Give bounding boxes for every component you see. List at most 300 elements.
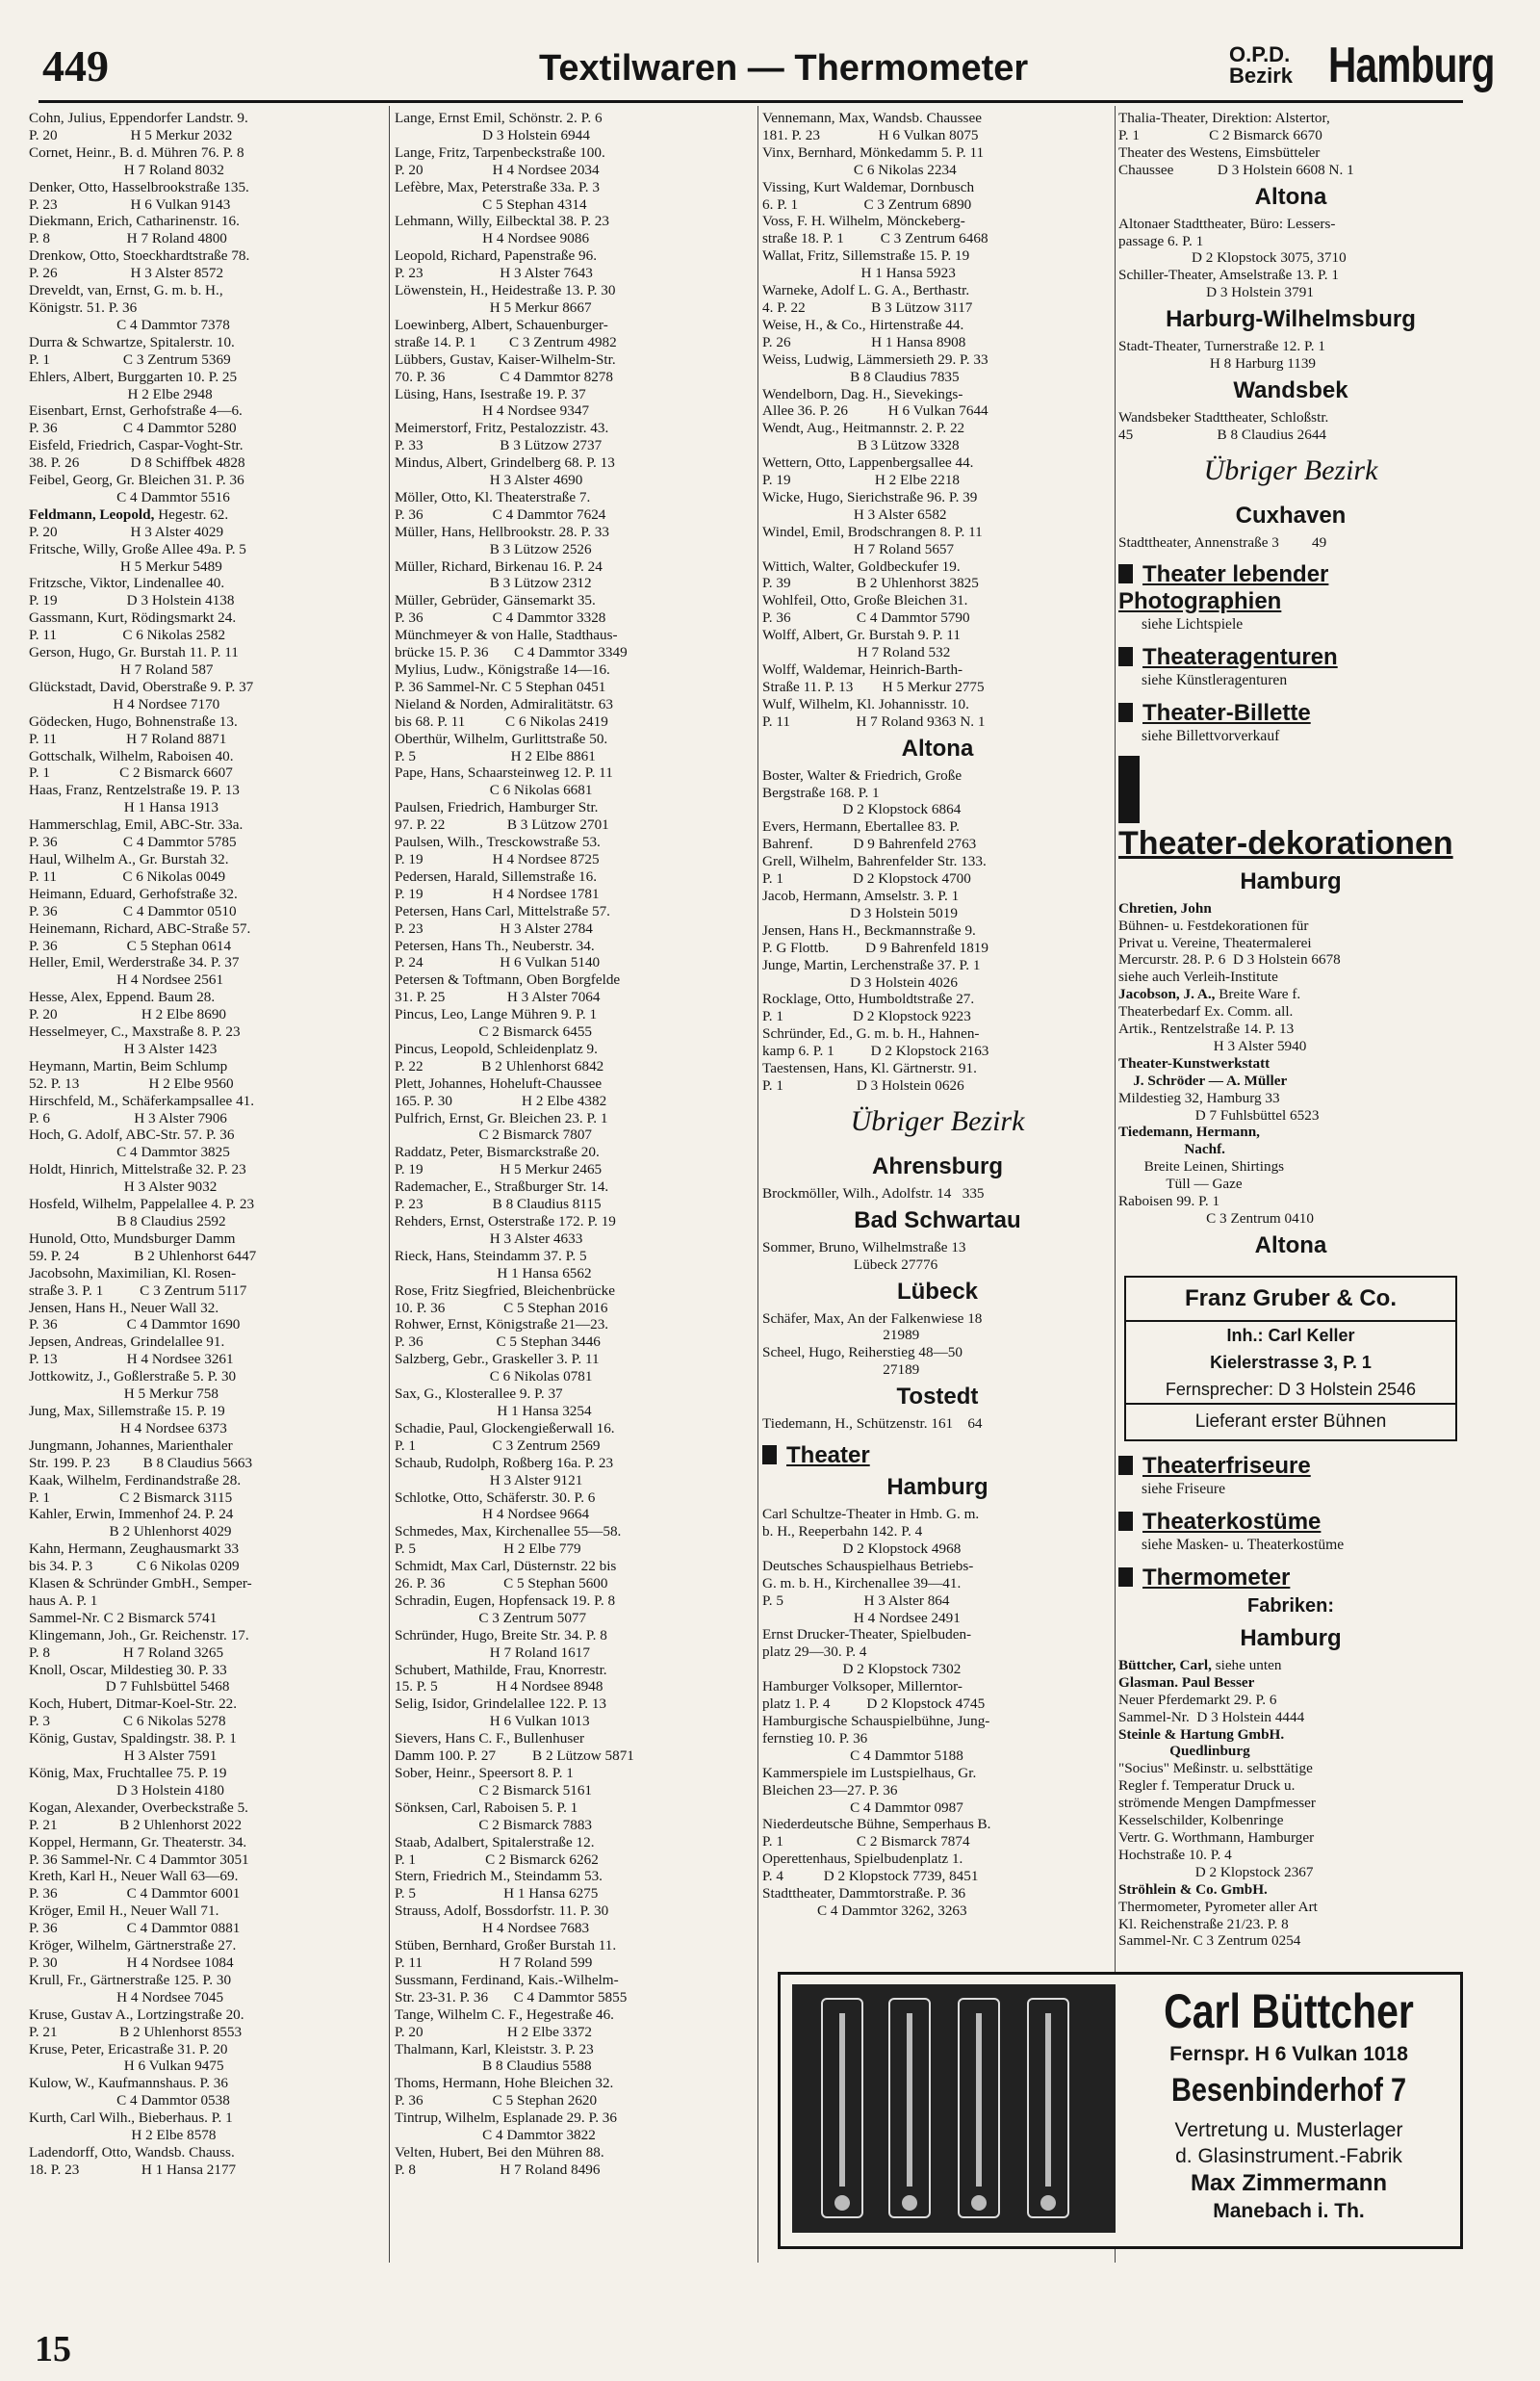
directory-entry: Ströhlein & Co. GmbH. [1118,1880,1268,1898]
directory-entry: 59. P. 24 B 2 Uhlenhorst 6447 [29,1247,257,1264]
directory-entry: Junge, Martin, Lerchenstraße 37. P. 1 [762,956,981,973]
directory-entry: Kesselschilder, Kolbenringe [1118,1812,1284,1829]
directory-entry: B 3 Lützow 2312 [395,575,592,592]
section-marker [1118,703,1133,722]
directory-entry: Scheel, Hugo, Reiherstieg 48—50 [762,1344,962,1361]
directory-entry: "Socius" Meßinstr. u. selbsttätige [1118,1760,1313,1777]
directory-entry: Sammel-Nr. D 3 Holstein 4444 [1118,1708,1305,1725]
directory-entry: Pedersen, Harald, Sillemstraße 16. [395,867,598,885]
directory-entry: D 7 Fuhlsbüttel 5468 [29,1678,230,1695]
directory-entry: Stüben, Bernhard, Großer Burstah 11. [395,1937,617,1954]
directory-entry: Haas, Franz, Rentzelstraße 19. P. 13 [29,782,240,799]
directory-entry: Raboisen 99. P. 1 [1118,1193,1220,1210]
directory-entry: P. 36 C 4 Dammtor 0881 [29,1920,241,1937]
directory-entry: 27189 [762,1361,920,1379]
place-heading: Cuxhaven [1235,502,1347,529]
directory-entry: Vennemann, Max, Wandsb. Chaussee [762,110,982,126]
directory-entry: Hesse, Alex, Eppend. Baum 28. [29,989,216,1006]
directory-entry: bis 34. P. 3 C 6 Nikolas 0209 [29,1558,240,1575]
directory-entry: D 2 Klopstock 3075, 3710 [1118,249,1347,267]
directory-entry: P. 6 H 3 Alster 7906 [29,1109,227,1126]
directory-entry: Sammel-Nr. C 3 Zentrum 0254 [1118,1932,1301,1950]
directory-entry: P. 5 H 2 Elbe 779 [395,1540,581,1558]
directory-entry: bis 68. P. 11 C 6 Nikolas 2419 [395,712,608,730]
directory-entry: Neuer Pferdemarkt 29. P. 6 [1118,1691,1277,1708]
directory-entry: Kammerspiele im Lustspielhaus, Gr. [762,1764,977,1781]
directory-entry: H 3 Alster 7591 [29,1747,218,1765]
directory-entry: Vissing, Kurt Waldemar, Dornbusch [762,178,975,195]
box-name: Franz Gruber & Co. [1126,1278,1455,1322]
directory-entry: Pincus, Leo, Lange Mühren 9. P. 1 [395,1006,598,1023]
directory-entry: Lefèbre, Max, Peterstraße 33a. P. 3 [395,178,600,195]
directory-entry: 38. P. 26 D 8 Schiffbek 4828 [29,454,245,472]
directory-entry: P. 1 D 2 Klopstock 9223 [762,1008,971,1025]
directory-entry: P. 20 H 2 Elbe 8690 [29,1006,227,1023]
directory-entry: P. 19 H 5 Merkur 2465 [395,1161,603,1178]
directory-entry: 18. P. 23 H 1 Hansa 2177 [29,2161,237,2178]
directory-entry: Jungmann, Johannes, Marienthaler [29,1436,233,1454]
directory-entry: P. 1 C 2 Bismarck 7874 [762,1833,970,1850]
directory-entry: D 3 Holstein 3791 [1118,284,1314,301]
directory-entry: D 2 Klopstock 6864 [762,801,962,818]
column-1 [29,110,385,2179]
directory-entry: C 2 Bismarck 7807 [395,1126,593,1144]
directory-entry: Pincus, Leopold, Schleidenplatz 9. [395,1040,598,1057]
directory-entry: P. 1 C 2 Bismarck 3115 [29,1488,233,1506]
directory-entry: Gassmann, Kurt, Rödingsmarkt 24. [29,609,237,627]
directory-entry: 165. P. 30 H 2 Elbe 4382 [395,1092,607,1109]
directory-entry: Holdt, Hinrich, Mittelstraße 32. P. 23 [29,1161,246,1178]
directory-entry: C 4 Dammtor 5516 [29,488,230,505]
directory-entry: Petersen, Hans Carl, Mittelstraße 57. [395,902,610,919]
directory-entry: kamp 6. P. 1 D 2 Klopstock 2163 [762,1043,989,1060]
directory-entry: Thoms, Hermann, Hohe Bleichen 32. [395,2075,614,2092]
directory-entry: P. 20 H 2 Elbe 3372 [395,2023,593,2040]
directory-entry: Mindus, Albert, Grindelberg 68. P. 13 [395,454,615,472]
directory-entry: P. 36 Sammel-Nr. C 5 Stephan 0451 [395,678,606,695]
directory-entry: Loewinberg, Albert, Schauenburger- [395,316,608,333]
section-marker [1118,1567,1133,1587]
directory-entry: Ladendorff, Otto, Wandsb. Chauss. [29,2143,235,2161]
directory-entry: C 2 Bismarck 7883 [395,1816,593,1833]
directory-entry: P. 19 D 3 Holstein 4138 [29,592,235,609]
directory-entry: C 4 Dammtor 7378 [29,316,230,333]
directory-entry: Thalmann, Karl, Kleiststr. 3. P. 23 [395,2040,594,2057]
directory-entry: H 3 Alster 5940 [1118,1037,1307,1054]
section-marker [1118,1456,1133,1475]
directory-entry: Schubert, Mathilde, Frau, Knorrestr. [395,1661,607,1678]
directory-entry: 26. P. 36 C 5 Stephan 5600 [395,1575,608,1592]
directory-entry: Brockmöller, Wilh., Adolfstr. 14 335 [762,1184,985,1202]
directory-entry: H 6 Vulkan 1013 [395,1713,590,1730]
directory-entry: P. 19 H 4 Nordsee 8725 [395,850,600,867]
directory-entry: 21989 [762,1327,920,1344]
directory-entry: Wendt, Aug., Heitmannstr. 2. P. 22 [762,420,965,437]
directory-entry: Sober, Heinr., Speersort 8. P. 1 [395,1765,574,1781]
directory-entry: H 2 Elbe 8578 [29,2127,217,2144]
directory-entry: Mildestieg 32, Hamburg 33 [1118,1089,1280,1106]
directory-entry: Ehlers, Albert, Burggarten 10. P. 25 [29,368,238,385]
directory-entry: 31. P. 25 H 3 Alster 7064 [395,989,601,1006]
directory-entry: Müller, Richard, Birkenau 16. P. 24 [395,557,603,575]
directory-entry: Wolff, Waldemar, Heinrich-Barth- [762,661,963,678]
directory-entry: Hirschfeld, M., Schäferkampsallee 41. [29,1092,255,1109]
directory-entry: Voss, F. H. Wilhelm, Mönckeberg- [762,213,965,230]
directory-entry: Rohwer, Ernst, Königstraße 21—23. [395,1316,609,1333]
directory-entry: H 7 Roland 8032 [29,161,224,178]
directory-entry: Rose, Fritz Siegfried, Bleichenbrücke [395,1281,616,1299]
directory-entry: P. 5 H 2 Elbe 8861 [395,747,596,764]
directory-entry: Heller, Emil, Werderstraße 34. P. 37 [29,954,240,971]
directory-entry: D 7 Fuhlsbüttel 6523 [1118,1106,1320,1124]
directory-entry: Chaussee D 3 Holstein 6608 N. 1 [1118,161,1354,178]
directory-entry: Str. 23-31. P. 36 C 4 Dammtor 5855 [395,1988,628,2006]
cross-reference: siehe Lichtspiele [1142,615,1244,633]
directory-entry: H 1 Hansa 1913 [29,799,218,816]
directory-entry: H 3 Alster 9032 [29,1178,218,1196]
directory-entry: Fritsche, Willy, Große Allee 49a. P. 5 [29,540,246,557]
directory-entry: Schaub, Rudolph, Roßberg 16a. P. 23 [395,1454,614,1471]
directory-entry: Str. 199. P. 23 B 8 Claudius 5663 [29,1454,253,1471]
directory-entry: P. 8 H 7 Roland 8496 [395,2161,601,2178]
directory-entry: Chretien, John [1118,899,1212,917]
directory-entry: brücke 15. P. 36 C 4 Dammtor 3349 [395,644,628,661]
place-heading: Altona [901,735,974,762]
directory-entry: Lange, Ernst Emil, Schönstr. 2. P. 6 [395,110,603,126]
opd-label: O.P.D. Bezirk [1229,42,1294,88]
directory-entry: Wallat, Fritz, Sillemstraße 15. P. 19 [762,247,970,265]
directory-entry: Wohlfeil, Otto, Große Bleichen 31. [762,592,968,609]
directory-entry: P. 21 B 2 Uhlenhorst 8553 [29,2023,243,2040]
district-heading: Übriger Bezirk [850,1104,1025,1137]
directory-entry: Tiedemann, Hermann, [1118,1124,1260,1141]
section-marker [762,1445,777,1464]
directory-entry: Glückstadt, David, Oberstraße 9. P. 37 [29,678,254,695]
directory-entry: Wendelborn, Dag. H., Sievekings- [762,385,963,402]
directory-entry: B 8 Claudius 7835 [762,368,960,385]
directory-entry: C 4 Dammtor 3262, 3263 [762,1902,967,1919]
directory-entry: J. Schröder — A. Müller [1118,1072,1288,1089]
directory-entry: Mercurstr. 28. P. 6 D 3 Holstein 6678 [1118,951,1341,969]
directory-entry: Klingemann, Joh., Gr. Reichenstr. 17. [29,1626,249,1643]
directory-entry: Dreveldt, van, Ernst, G. m. b. H., [29,282,223,299]
directory-entry: Carl Schultze-Theater in Hmb. G. m. [762,1506,980,1523]
directory-entry: Durra & Schwartze, Spitalerstr. 10. [29,333,235,350]
cross-reference: siehe Friseure [1142,1480,1226,1497]
directory-entry: D 2 Klopstock 2367 [1118,1863,1314,1880]
directory-entry: C 2 Bismarck 5161 [395,1781,593,1799]
directory-entry: Stadttheater, Annenstraße 3 49 [1118,533,1327,551]
page-number: 449 [42,41,109,91]
directory-entry: Artik., Rentzelstraße 14. P. 13 [1118,1021,1295,1038]
directory-entry: P. 26 H 1 Hansa 8908 [762,333,966,350]
directory-entry: H 4 Nordsee 9086 [395,230,590,247]
directory-entry: Hammerschlag, Emil, ABC-Str. 33a. [29,816,244,834]
directory-entry: Wettern, Otto, Lappenbergsallee 44. [762,454,974,472]
directory-entry: b. H., Reeperbahn 142. P. 4 [762,1523,923,1540]
directory-entry: Hoch, G. Adolf, ABC-Str. 57. P. 36 [29,1126,235,1144]
directory-entry: C 5 Stephan 4314 [395,195,587,213]
directory-entry: Tange, Wilhelm C. F., Hegestraße 46. [395,2006,614,2023]
directory-entry: Raddatz, Peter, Bismarckstraße 20. [395,1144,600,1161]
directory-entry: P. 23 H 3 Alster 7643 [395,265,593,282]
place-heading: Hamburg [886,1474,988,1501]
directory-entry: 45 B 8 Claudius 2644 [1118,426,1327,443]
directory-entry: Löwenstein, H., Heidestraße 13. P. 30 [395,282,616,299]
directory-entry: Cohn, Julius, Eppendorfer Landstr. 9. [29,110,248,126]
directory-entry: P. 5 H 3 Alster 864 [762,1592,950,1609]
directory-entry: P. 33 B 3 Lützow 2737 [395,437,603,454]
directory-entry: H 4 Nordsee 7683 [395,1920,590,1937]
subheading: Fabriken: [1246,1594,1335,1617]
directory-entry: 52. P. 13 H 2 Elbe 9560 [29,1074,234,1092]
page-header [38,37,1495,106]
column-divider [1115,106,1116,2263]
directory-entry: P. 22 B 2 Uhlenhorst 6842 [395,1057,604,1074]
directory-entry: Drenkow, Otto, Stoeckhardtstraße 78. [29,247,250,265]
section-heading: Theaterkostüme [1118,1509,1463,1536]
directory-entry: Strauss, Adolf, Bossdorfstr. 11. P. 30 [395,1902,609,1920]
directory-entry: H 1 Hansa 5923 [762,265,956,282]
directory-entry: Altonaer Stadttheater, Büro: Lessers- [1118,215,1336,232]
ad-line-2: d. Glasinstrument.-Fabrik [1175,2145,1402,2167]
section-marker [1118,756,1140,823]
place-heading: Hamburg [1240,867,1342,894]
directory-entry: Hesselmeyer, C., Maxstraße 8. P. 23 [29,1023,241,1041]
cross-reference: siehe Künstleragenturen [1142,671,1288,688]
directory-entry: Bleichen 23—27. P. 36 [762,1781,898,1799]
directory-entry: Heinemann, Richard, ABC-Straße 57. [29,919,251,937]
directory-entry: Schiller-Theater, Amselstraße 13. P. 1 [1118,267,1339,284]
directory-entry: strömende Mengen Dampfmesser [1118,1795,1316,1812]
directory-entry: Pulfrich, Ernst, Gr. Bleichen 23. P. 1 [395,1109,608,1126]
directory-entry: H 7 Roland 1617 [395,1643,590,1661]
directory-entry: P. 23 B 8 Claudius 8115 [395,1196,602,1213]
directory-entry: Breite Leinen, Shirtings [1118,1158,1285,1176]
directory-entry: Thermometer, Pyrometer aller Art [1118,1898,1318,1915]
directory-entry: Krull, Fr., Gärtnerstraße 125. P. 30 [29,1971,232,1988]
directory-entry: Sax, G., Klosterallee 9. P. 37 [395,1385,563,1403]
directory-entry: Wolff, Albert, Gr. Burstah 9. P. 11 [762,627,961,644]
directory-entry: Warneke, Adolf L. G. A., Berthastr. [762,282,970,299]
directory-entry: 97. P. 22 B 3 Lützow 2701 [395,816,609,834]
directory-entry: P. 36 Sammel-Nr. C 4 Dammtor 3051 [29,1850,249,1868]
directory-entry: P. 4 D 2 Klopstock 7739, 8451 [762,1868,979,1885]
directory-entry: H 1 Hansa 6562 [395,1264,592,1281]
directory-entry: C 4 Dammtor 5188 [762,1747,963,1764]
directory-entry: haus A. P. 1 [29,1592,98,1609]
directory-entry: Münchmeyer & von Halle, Stadthaus- [395,627,618,644]
directory-entry: Steinle & Hartung GmbH. [1118,1725,1285,1743]
directory-entry: H 3 Alster 6582 [762,505,947,523]
directory-entry: Schradin, Eugen, Hopfensack 19. P. 8 [395,1592,616,1609]
place-heading: Harburg-Wilhelmsburg [1166,306,1416,333]
directory-entry: Jung, Max, Sillemstraße 15. P. 19 [29,1402,225,1419]
directory-entry: Kruse, Peter, Ericastraße 31. P. 20 [29,2040,228,2057]
section-marker [1118,564,1133,583]
district-heading: Übriger Bezirk [1203,453,1378,486]
directory-entry: Regler f. Temperatur Druck u. [1118,1777,1296,1795]
directory-entry: Rocklage, Otto, Humboldtstraße 27. [762,991,975,1008]
directory-entry: Hamburger Volksoper, Millerntor- [762,1678,962,1695]
directory-entry: Rademacher, E., Straßburger Str. 14. [395,1178,609,1196]
directory-entry: C 4 Dammtor 0538 [29,2092,230,2109]
box-address: Kielerstrasse 3, P. 1 [1210,1352,1372,1372]
directory-entry: P. 11 C 6 Nikolas 2582 [29,627,226,644]
box-claim: Lieferant erster Bühnen [1126,1403,1455,1439]
directory-entry: Windel, Emil, Brodschrangen 8. P. 11 [762,523,983,540]
directory-entry: König, Max, Fruchtallee 75. P. 19 [29,1765,227,1781]
directory-entry: Kreth, Karl H., Neuer Wall 63—69. [29,1868,239,1885]
directory-entry: C 6 Nikolas 0781 [395,1368,593,1385]
directory-entry: Feibel, Georg, Gr. Bleichen 31. P. 36 [29,472,244,489]
directory-entry: Vertr. G. Worthmann, Hamburger [1118,1828,1315,1846]
directory-entry: Schäfer, Max, An der Falkenwiese 18 [762,1309,983,1327]
directory-entry: H 4 Nordsee 9347 [395,402,590,420]
directory-entry: Petersen & Toftmann, Oben Borgfelde [395,971,621,989]
directory-entry: Rehders, Ernst, Osterstraße 172. P. 19 [395,1213,616,1229]
section-heading: Theater-Billette [1118,700,1463,727]
directory-entry: Lehmann, Willy, Eilbecktal 38. P. 23 [395,213,609,230]
directory-entry: P. 11 H 7 Roland 9363 N. 1 [762,712,986,730]
cross-reference: siehe Billettvorverkauf [1142,727,1280,744]
directory-entry: Kogan, Alexander, Overbeckstraße 5. [29,1799,248,1816]
directory-entry: Sussmann, Ferdinand, Kais.-Wilhelm- [395,1971,619,1988]
directory-entry: P. 36 C 4 Dammtor 5280 [29,420,237,437]
directory-entry: P. 5 H 1 Hansa 6275 [395,1885,599,1902]
directory-entry: P. 3 C 6 Nikolas 5278 [29,1713,226,1730]
directory-entry: Schlotke, Otto, Schäferstr. 30. P. 6 [395,1488,596,1506]
cross-reference: siehe Masken- u. Theaterkostüme [1142,1536,1345,1553]
directory-entry: Allee 36. P. 26 H 6 Vulkan 7644 [762,402,988,420]
directory-entry: Jacobson, J. A., Breite Ware f. [1118,986,1301,1003]
column-4 [1118,110,1463,1950]
directory-entry: Bühnen- u. Festdekorationen für [1118,917,1309,934]
directory-entry: 4. P. 22 B 3 Lützow 3117 [762,298,973,316]
directory-entry: Oberthür, Wilhelm, Gurlittstraße 50. [395,730,608,747]
directory-entry: Meimerstorf, Fritz, Pestalozzistr. 43. [395,420,609,437]
directory-entry: Eisenbart, Ernst, Gerhofstraße 4—6. [29,402,243,420]
place-heading: Altona [1254,183,1327,210]
directory-entry: Lüsing, Hans, Isestraße 19. P. 37 [395,385,586,402]
column-3 [762,110,1113,1920]
directory-entry: H 5 Merkur 758 [29,1385,218,1403]
directory-entry: Bergstraße 168. P. 1 [762,784,880,801]
directory-entry: straße 14. P. 1 C 3 Zentrum 4982 [395,333,617,350]
column-divider [389,106,390,2263]
directory-entry: Klasen & Schründer GmbH., Semper- [29,1575,252,1592]
directory-entry: Rieck, Hans, Steindamm 37. P. 5 [395,1247,587,1264]
directory-entry: C 3 Zentrum 0410 [1118,1210,1314,1227]
directory-entry: Gerson, Hugo, Gr. Burstah 11. P. 11 [29,644,239,661]
directory-entry: Hosfeld, Wilhelm, Pappelallee 4. P. 23 [29,1196,255,1213]
directory-entry: Koppel, Hermann, Gr. Theaterstr. 34. [29,1833,247,1850]
directory-entry: P. 8 H 7 Roland 3265 [29,1643,224,1661]
ad-place: Manebach i. Th. [1213,2200,1365,2222]
column-divider [757,106,758,2263]
directory-entry: D 3 Holstein 6944 [395,126,590,143]
column-2 [395,110,755,2179]
section-marker [1118,647,1133,666]
directory-entry: P. G Flottb. D 9 Bahrenfeld 1819 [762,939,988,956]
directory-entry: Hamburgische Schauspielbühne, Jung- [762,1712,990,1729]
directory-entry: P. 1 D 2 Klopstock 4700 [762,870,971,888]
box-owner: Inh.: Carl Keller [1226,1325,1355,1345]
thermometers-photo [792,1984,1116,2233]
directory-entry: Stern, Friedrich M., Steindamm 53. [395,1868,603,1885]
directory-entry: Glasman. Paul Besser [1118,1673,1255,1691]
directory-entry: Selig, Isidor, Grindelallee 122. P. 13 [395,1695,607,1713]
directory-entry: 15. P. 5 H 4 Nordsee 8948 [395,1678,603,1695]
directory-entry: Jottkowitz, J., Goßlerstraße 5. P. 30 [29,1368,237,1385]
directory-entry: H 3 Alster 1423 [29,1040,218,1057]
directory-entry: H 5 Merkur 8667 [395,298,592,316]
directory-entry: Wandsbeker Stadttheater, Schloßstr. [1118,408,1329,426]
directory-entry: Gottschalk, Wilhelm, Raboisen 40. [29,747,234,764]
page-title: Textilwaren — Thermometer [539,48,1029,89]
place-heading: Tostedt [896,1384,979,1410]
directory-entry: Staab, Adalbert, Spitalerstraße 12. [395,1833,595,1850]
directory-entry: Pape, Hans, Schaarsteinweg 12. P. 11 [395,764,613,782]
directory-entry: Müller, Hans, Hellbrookstr. 28. P. 33 [395,523,609,540]
directory-entry: P. 36 C 4 Dammtor 7624 [395,505,606,523]
directory-entry: P. 13 H 4 Nordsee 3261 [29,1351,234,1368]
directory-entry: Diekmann, Erich, Catharinenstr. 16. [29,213,240,230]
directory-entry: Nieland & Norden, Admiralitätstr. 63 [395,695,613,712]
directory-entry: König, Gustav, Spaldingstr. 38. P. 1 [29,1730,237,1747]
directory-entry: Kaak, Wilhelm, Ferdinandstraße 28. [29,1471,242,1488]
directory-entry: Ernst Drucker-Theater, Spielbuden- [762,1626,972,1643]
directory-entry: Kröger, Emil H., Neuer Wall 71. [29,1902,219,1920]
directory-entry: H 4 Nordsee 9664 [395,1506,590,1523]
directory-entry: Sievers, Hans C. F., Bullenhuser [395,1730,585,1747]
directory-entry: Operettenhaus, Spielbudenplatz 1. [762,1850,963,1868]
directory-entry: Kruse, Gustav A., Lortzingstraße 20. [29,2006,244,2023]
directory-entry: Heimann, Eduard, Gerhofstraße 32. [29,885,238,902]
section-heading-large: Theater-dekorationen [1118,756,1463,864]
directory-entry: Niederdeutsche Bühne, Semperhaus B. [762,1816,991,1833]
directory-entry: H 7 Roland 5657 [762,540,955,557]
directory-entry: Kl. Reichenstraße 21/23. P. 8 [1118,1915,1289,1932]
directory-entry: P. 1 D 3 Holstein 0626 [762,1076,964,1094]
directory-entry: P. 36 C 4 Dammtor 5790 [762,609,970,627]
directory-entry: Schmidt, Max Carl, Düsternstr. 22 bis [395,1558,617,1575]
directory-entry: Fritzsche, Viktor, Lindenallee 40. [29,575,225,592]
directory-entry: H 5 Merkur 5489 [29,557,222,575]
directory-entry: Tiedemann, H., Schützenstr. 161 64 [762,1415,983,1433]
directory-entry: Grell, Wilhelm, Bahrenfelder Str. 133. [762,853,987,870]
directory-entry: Weiss, Ludwig, Lämmersieth 29. P. 33 [762,350,988,368]
directory-entry: Jacob, Hermann, Amselstr. 3. P. 1 [762,887,960,904]
directory-entry: Theater-Kunstwerkstatt [1118,1054,1270,1072]
directory-entry: Jepsen, Andreas, Grindelallee 91. [29,1333,225,1351]
directory-entry: Sommer, Bruno, Wilhelmstraße 13 [762,1238,966,1255]
city-heading: Hamburg [1328,38,1495,93]
directory-entry: B 3 Lützow 2526 [395,540,592,557]
directory-entry: Wulf, Wilhelm, Kl. Johannisstr. 10. [762,695,969,712]
directory-entry: Straße 11. P. 13 H 5 Merkur 2775 [762,678,985,695]
box-phone: Fernsprecher: D 3 Holstein 2546 [1165,1379,1417,1399]
directory-entry: Paulsen, Friedrich, Hamburger Str. [395,799,599,816]
directory-entry: Königstr. 51. P. 36 [29,298,138,316]
directory-entry: 6. P. 1 C 3 Zentrum 6890 [762,195,972,213]
buettcher-advertisement [778,1972,1463,2249]
directory-entry: 10. P. 36 C 5 Stephan 2016 [395,1299,608,1316]
section-marker [1118,1512,1133,1531]
directory-entry: Knoll, Oscar, Mildestieg 30. P. 33 [29,1661,227,1678]
footer-number: 15 [35,2329,71,2369]
directory-entry: H 3 Alster 4633 [395,1229,583,1247]
